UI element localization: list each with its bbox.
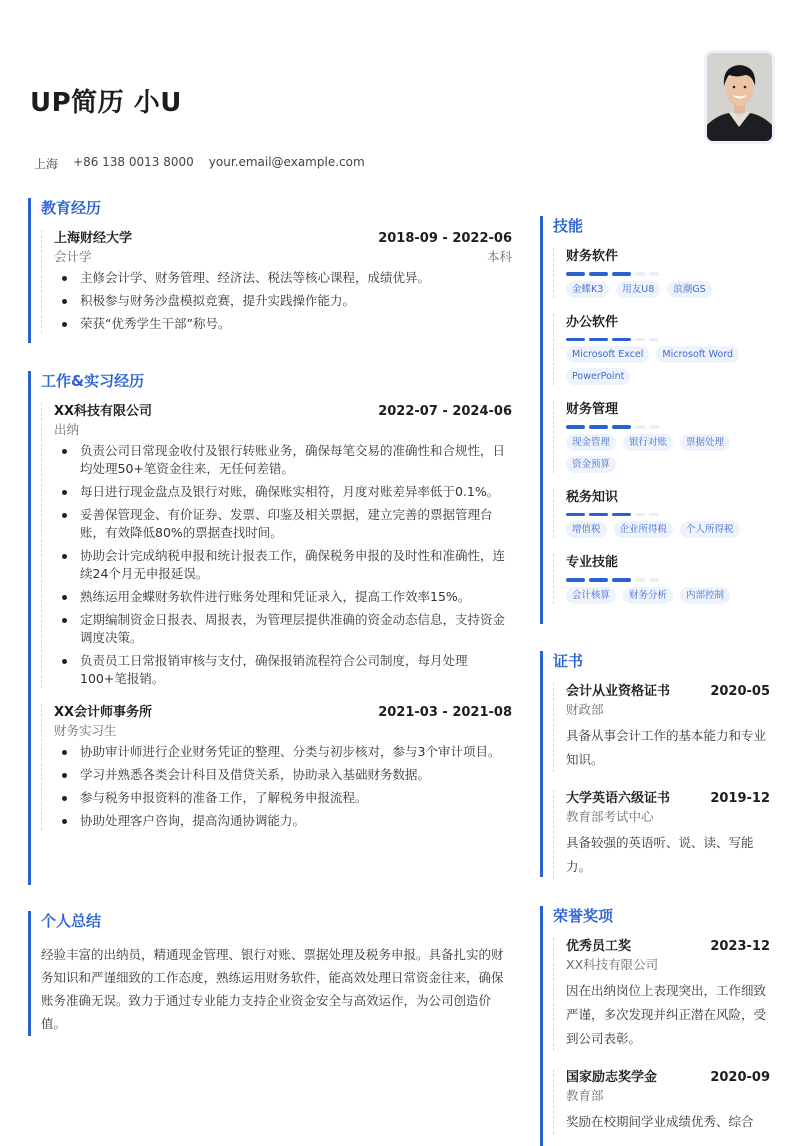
profile-photo — [707, 53, 772, 141]
skill-tag: 票据处理 — [680, 434, 730, 451]
certificate-issuer: 财政部 — [566, 702, 604, 717]
skill-level-bar — [566, 578, 770, 582]
education-section — [28, 198, 512, 343]
summary-section — [28, 911, 512, 1036]
section-title-work: 工作&实习经历 — [41, 372, 145, 390]
contact-email: your.email@example.com — [208, 155, 365, 169]
skill-tag: Microsoft Word — [656, 346, 739, 363]
education-bullet: 主修会计学、财务管理、经济法、税法等核心课程，成绩优异。 — [54, 269, 512, 287]
work-bullet: 协助处理客户咨询，提高沟通协调能力。 — [54, 812, 512, 830]
work-date: 2022-07 - 2024-06 — [378, 404, 512, 419]
skill-name: 税务知识 — [566, 489, 619, 505]
award-issuer: XX科技有限公司 — [566, 957, 659, 972]
certificate-date: 2020-05 — [710, 684, 770, 699]
contact-info — [34, 155, 380, 172]
skill-group — [553, 314, 770, 386]
skill-tag: 银行对账 — [623, 434, 673, 451]
certificate-desc: 具备较强的英语听、说、读、写能力。 — [566, 835, 754, 874]
work-bullet: 学习并熟悉各类会计科目及借贷关系，协助录入基础财务数据。 — [54, 766, 512, 784]
work-bullet: 熟练运用金蝶财务软件进行账务处理和凭证录入，提高工作效率15%。 — [54, 588, 512, 606]
skill-tag: 用友U8 — [616, 281, 660, 298]
skill-level-bar — [566, 272, 770, 276]
award-entry — [553, 1069, 770, 1134]
skill-tag: 现金管理 — [566, 434, 616, 451]
skill-tag: 企业所得税 — [614, 521, 674, 538]
skill-group — [553, 248, 770, 298]
work-section — [28, 371, 512, 885]
award-desc: 奖励在校期间学业成绩优秀、综合 — [566, 1114, 754, 1129]
skill-tag: 财务分析 — [623, 587, 673, 604]
work-entry — [41, 704, 512, 830]
work-bullet: 参与税务申报资料的准备工作，了解税务申报流程。 — [54, 789, 512, 807]
section-title-skills: 技能 — [553, 217, 584, 235]
section-title-certificates: 证书 — [553, 652, 584, 670]
certificate-date: 2019-12 — [710, 791, 770, 806]
skill-level-bar — [566, 513, 770, 517]
skill-level-bar — [566, 425, 770, 429]
award-date: 2020-09 — [710, 1070, 770, 1085]
degree: 本科 — [486, 249, 512, 264]
school-name: 上海财经大学 — [54, 231, 133, 246]
skill-tag: 增值税 — [566, 521, 607, 538]
education-entry — [41, 230, 512, 333]
certificate-entry — [553, 683, 770, 772]
portrait-icon — [707, 53, 772, 141]
skill-group — [553, 554, 770, 604]
certificate-name: 大学英语六级证书 — [566, 791, 671, 806]
award-desc: 因在出纳岗位上表现突出，工作细致严谨，多次发现并纠正潜在风险，受到公司表彰。 — [566, 983, 767, 1046]
award-date: 2023-12 — [710, 939, 770, 954]
company-name: XX科技有限公司 — [54, 404, 153, 419]
skill-tag: 会计核算 — [566, 587, 616, 604]
job-role: 财务实习生 — [54, 723, 117, 738]
work-bullet: 每日进行现金盘点及银行对账，确保账实相符，月度对账差异率低于0.1%。 — [54, 483, 512, 501]
skill-name: 财务管理 — [566, 402, 619, 417]
education-bullet: 积极参与财务沙盘模拟竞赛，提升实践操作能力。 — [54, 292, 512, 310]
work-bullet: 妥善保管现金、有价证券、发票、印鉴及相关票据，建立完善的票据管理台账，有效降低80%的票据查找时间。 — [54, 506, 512, 542]
candidate-name: UP简历 小U — [30, 88, 182, 118]
work-bullet: 协助审计师进行企业财务凭证的整理、分类与初步核对，参与3个审计项目。 — [54, 743, 512, 761]
education-date: 2018-09 - 2022-06 — [378, 231, 512, 246]
work-bullet: 负责公司日常现金收付及银行转账业务，确保每笔交易的准确性和合规性，日均处理50+笔资金往来，无任何差错。 — [54, 442, 512, 478]
skill-level-bar — [566, 338, 770, 342]
award-issuer: 教育部 — [566, 1088, 604, 1103]
skill-tag: 金蝶K3 — [566, 281, 609, 298]
award-name: 国家励志奖学金 — [566, 1070, 658, 1085]
education-bullet: 荣获“优秀学生干部”称号。 — [54, 315, 512, 333]
skill-name: 财务软件 — [566, 249, 619, 264]
company-name: XX会计师事务所 — [54, 705, 153, 720]
skill-tag: PowerPoint — [566, 368, 630, 385]
certificate-issuer: 教育部考试中心 — [566, 809, 654, 824]
certificates-section — [540, 651, 770, 877]
major: 会计学 — [54, 249, 92, 264]
work-date: 2021-03 - 2021-08 — [378, 705, 512, 720]
skill-group — [553, 401, 770, 473]
certificate-desc: 具备从事会计工作的基本能力和专业知识。 — [566, 728, 767, 767]
job-role: 出纳 — [54, 422, 80, 437]
work-bullet: 协助会计完成纳税申报和统计报表工作，确保税务申报的及时性和准确性，连续24个月无申报延误。 — [54, 547, 512, 583]
skill-name: 专业技能 — [566, 555, 619, 570]
work-bullet: 负责员工日常报销审核与支付，确保报销流程符合公司制度，每月处理100+笔报销。 — [54, 652, 512, 688]
section-title-education: 教育经历 — [41, 199, 102, 217]
section-title-summary: 个人总结 — [41, 912, 102, 930]
contact-phone: +86 138 0013 8000 — [73, 155, 194, 169]
skills-section — [540, 216, 770, 624]
skill-tag: 资金预算 — [566, 456, 616, 473]
award-name: 优秀员工奖 — [566, 939, 632, 954]
skill-name: 办公软件 — [566, 314, 619, 330]
skill-tag: 内部控制 — [680, 587, 730, 604]
award-entry — [553, 938, 770, 1051]
contact-location: 上海 — [34, 157, 59, 171]
work-entry — [41, 403, 512, 688]
work-bullet: 定期编制资金日报表、周报表，为管理层提供准确的资金动态信息，支持资金调度决策。 — [54, 611, 512, 647]
summary-text: 经验丰富的出纳员，精通现金管理、银行对账、票据处理及税务申报。具备扎实的财务知识和严谨细致的工作态度，熟练运用财务软件，能高效处理日常资金往来，确保账务准确无误。致力于通过专业能力支持企业资金安全与高效运作，为公司创造价值。 — [41, 947, 504, 1031]
skill-tag: Microsoft Excel — [566, 346, 649, 363]
certificate-name: 会计从业资格证书 — [566, 684, 671, 699]
section-title-awards: 荣誉奖项 — [553, 907, 614, 925]
skill-tag: 个人所得税 — [680, 521, 740, 538]
awards-section — [540, 906, 770, 1146]
skill-tag: 浪潮GS — [667, 281, 711, 298]
skill-group — [553, 489, 770, 539]
certificate-entry — [553, 790, 770, 879]
